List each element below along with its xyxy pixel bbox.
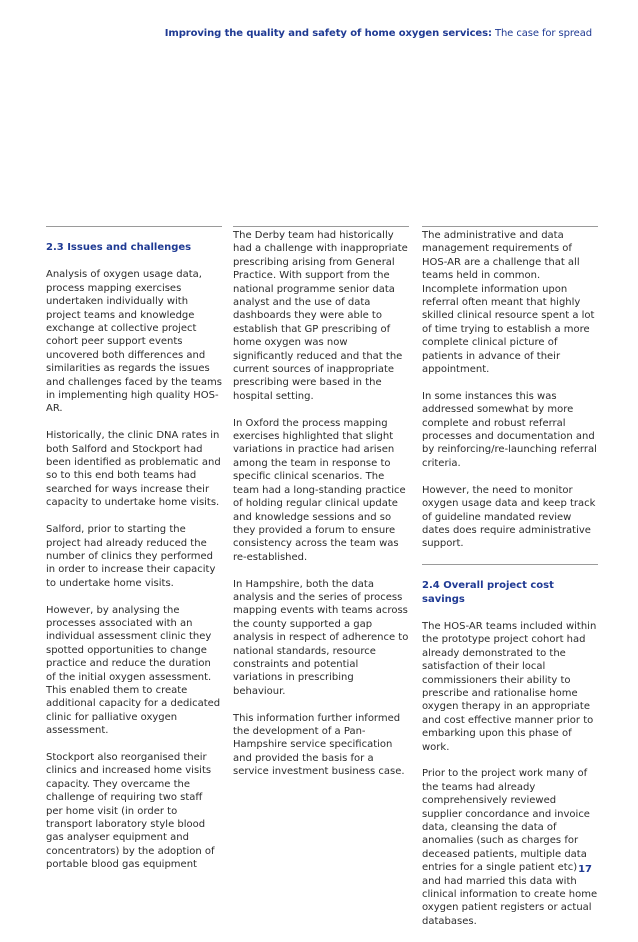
- paragraph: In Hampshire, both the data analysis and the series of process mapping events with teams across the county supported a gap analysis in respect of adherence to national standards, resource constraints and potential variations in prescribing behaviour.: [233, 578, 409, 697]
- paragraph: The administrative and data management requirements of HOS-AR are a challenge that all teams held in common. Incomplete information upon referral often meant that highly skilled clinical resource spent a lot of time trying to establish a more complete clinical picture of patients in advance of their appointment.: [422, 230, 595, 376]
- paragraph: Historically, the clinic DNA rates in both Salford and Stockport had been identified as problematic and so to this end both teams had searched for ways increase their capacity to undertake home visits.: [46, 430, 221, 509]
- header-title-rest: The case for spread: [491, 28, 592, 39]
- section-divider: [422, 564, 598, 565]
- paragraph: In some instances this was addressed somewhat by more complete and robust referral processes and documentation and by reinforcing/re-launching referral criteria.: [422, 390, 597, 469]
- column-divider: [233, 226, 409, 227]
- column-divider: [422, 226, 598, 227]
- section-heading-issues: 2.3 Issues and challenges: [46, 242, 192, 253]
- paragraph: The HOS-AR teams included within the prototype project cohort had already demonstrated to the satisfaction of their local commissioners their ability to prescribe and rationalise home oxygen therapy in an appropriate and cost effective manner prior to embarking upon this phase of work.: [422, 620, 597, 753]
- paragraph: Salford, prior to starting the project had already reduced the number of clinics they performed in order to increase their capacity to undertake home visits.: [46, 524, 216, 589]
- section-divider: [46, 226, 222, 227]
- column-3: [422, 226, 598, 942]
- page-number: 17: [578, 864, 592, 875]
- paragraph: In Oxford the process mapping exercises highlighted that slight variations in practice had arisen among the team in response to specific clinical scenarios. The team had a long-standing practice of holding regular clinical update and knowledge sessions and so they provided a forum to ensure consistency across the team was re-established.: [233, 417, 406, 563]
- paragraph: However, the need to monitor oxygen usage data and keep track of guideline mandated review dates does require administrative support.: [422, 484, 596, 550]
- paragraph: This information further informed the development of a Pan-Hampshire service specification and provided the basis for a service investment business case.: [233, 712, 405, 778]
- header-title-bold: Improving the quality and safety of home oxygen services:: [164, 28, 492, 39]
- running-header: [165, 28, 592, 39]
- paragraph: However, by analysing the processes associated with an individual assessment clinic they spotted opportunities to change practice and reduce the duration of the initial oxygen assessment. This enabled them to create additional capacity for a dedicated clinic for palliative oxygen assessment.: [46, 604, 221, 737]
- column-1: [46, 226, 222, 885]
- column-2: [233, 226, 409, 792]
- paragraph: Prior to the project work many of the teams had already comprehensively reviewed supplier concordance and invoice data, cleansing the data of anomalies (such as charges for deceased patients, multiple data entries for a single patient etc) and had married this data with clinical information to create home oxygen patient registers or actual databases.: [422, 768, 598, 927]
- paragraph: The Derby team had historically had a challenge with inappropriate prescribing arising from General Practice. With support from the national programme senior data analyst and the use of data dashboards they were able to establish that GP prescribing of home oxygen was now significantly reduced and that the current sources of inappropriate prescribing were based in the hospital setting.: [233, 230, 408, 402]
- section-heading-cost-savings: 2.4 Overall project cost savings: [422, 580, 554, 605]
- paragraph: Analysis of oxygen usage data, process mapping exercises undertaken individually with project teams and knowledge exchange at collective project cohort peer support events uncovered both differences and similarities as regards the issues and challenges faced by the teams in implementing high quality HOS-AR.: [46, 269, 222, 415]
- paragraph: Stockport also reorganised their clinics and increased home visits capacity. They overcame the challenge of requiring two staff per home visit (in order to transport laboratory style blood gas analyser equipment and concentrators) by the adoption of portable blood gas equipment: [46, 751, 215, 871]
